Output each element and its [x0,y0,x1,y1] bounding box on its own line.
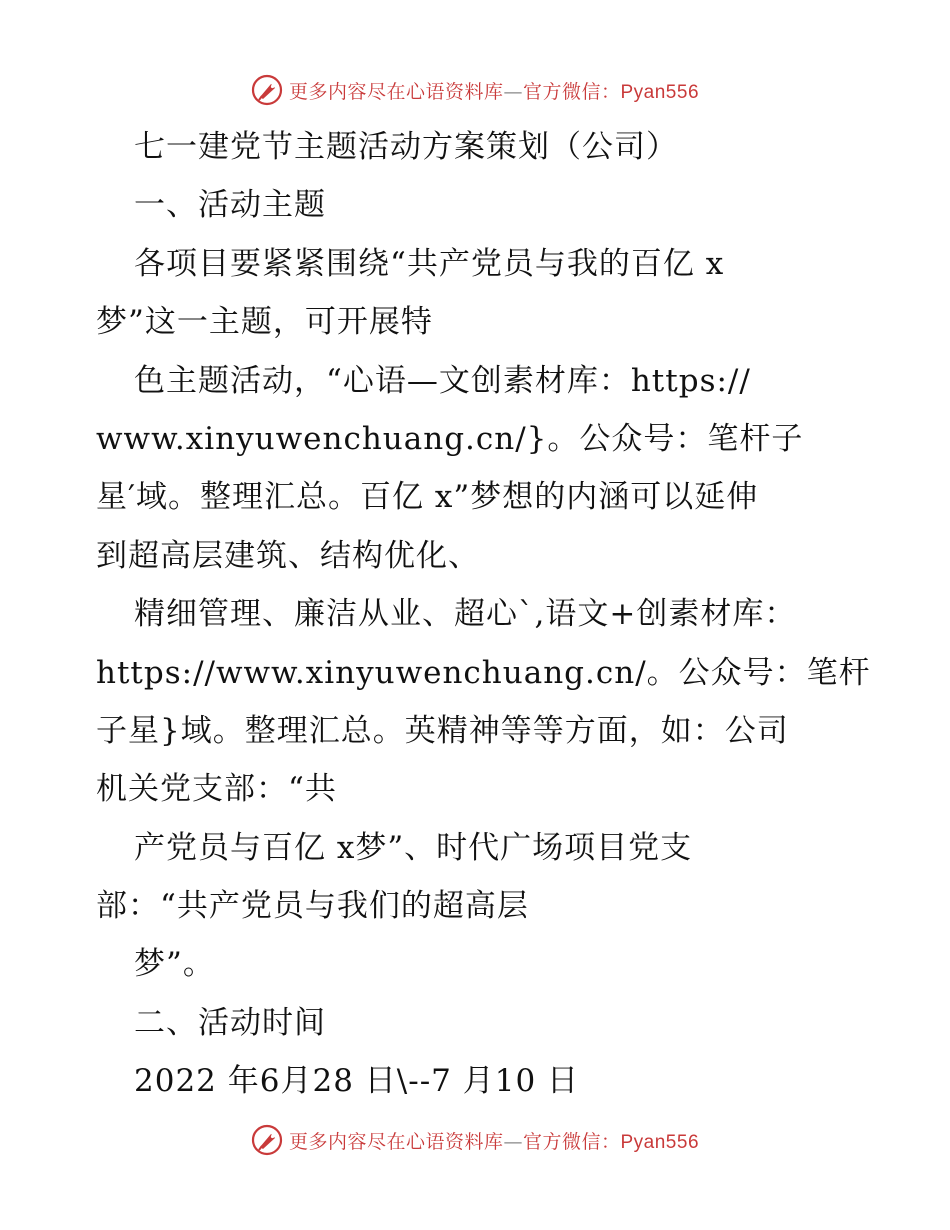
paragraph-line: 星′域。整理汇总。百亿 x”梦想的内涵可以延伸 [96,479,759,516]
document-body [96,118,871,1111]
watermark-wechat: 官方微信：Pyan556 [523,1131,700,1153]
paragraph-line: 部：“共产党员与我们的超高层 [96,888,529,925]
watermark-sep: — [503,1130,523,1153]
section-heading-time: 二、活动时间 [134,1004,326,1041]
watermark-main: 更多内容尽在心语资料库 [288,1130,504,1153]
watermark-sep: — [503,80,523,103]
date-range: 2022 年6月28 日\--7 月10 日 [134,1063,580,1100]
watermark-footer [0,1120,950,1160]
paragraph-line: 精细管理、廉洁从业、超心`,语文+创素材库： [134,596,797,633]
paragraph-line: 各项目要紧紧围绕“共产党员与我的百亿 x [134,245,725,282]
paragraph-line: 梦”。 [134,946,215,983]
pen-nib-logo-icon [251,1124,283,1156]
paragraph-line: https://www.xinyuwenchuang.cn/。公众号：笔杆 [96,654,871,691]
paragraph-line: 到超高层建筑、结构优化、 [96,537,480,574]
paragraph-line: 产党员与百亿 x梦”、时代广场项目党支 [134,829,693,866]
watermark-main: 更多内容尽在心语资料库 [288,80,504,103]
paragraph-line: 机关党支部：“共 [96,771,337,808]
pen-nib-logo-icon [251,74,283,106]
paragraph-line: 梦”这一主题，可开展特 [96,304,433,341]
paragraph-line: www.xinyuwenchuang.cn/}。公众号：笔杆子 [96,420,804,457]
paragraph-line: 子星}域。整理汇总。英精神等等方面，如：公司 [96,712,789,749]
watermark-header [0,70,950,110]
section-heading-theme: 一、活动主题 [134,187,326,224]
watermark-wechat: 官方微信：Pyan556 [523,81,700,103]
doc-title: 七一建党节主题活动方案策划（公司） [134,129,678,165]
watermark-text [289,77,699,104]
watermark-text [289,1127,699,1154]
paragraph-line: 色主题活动，“心语—文创素材库：https:// [134,362,751,399]
